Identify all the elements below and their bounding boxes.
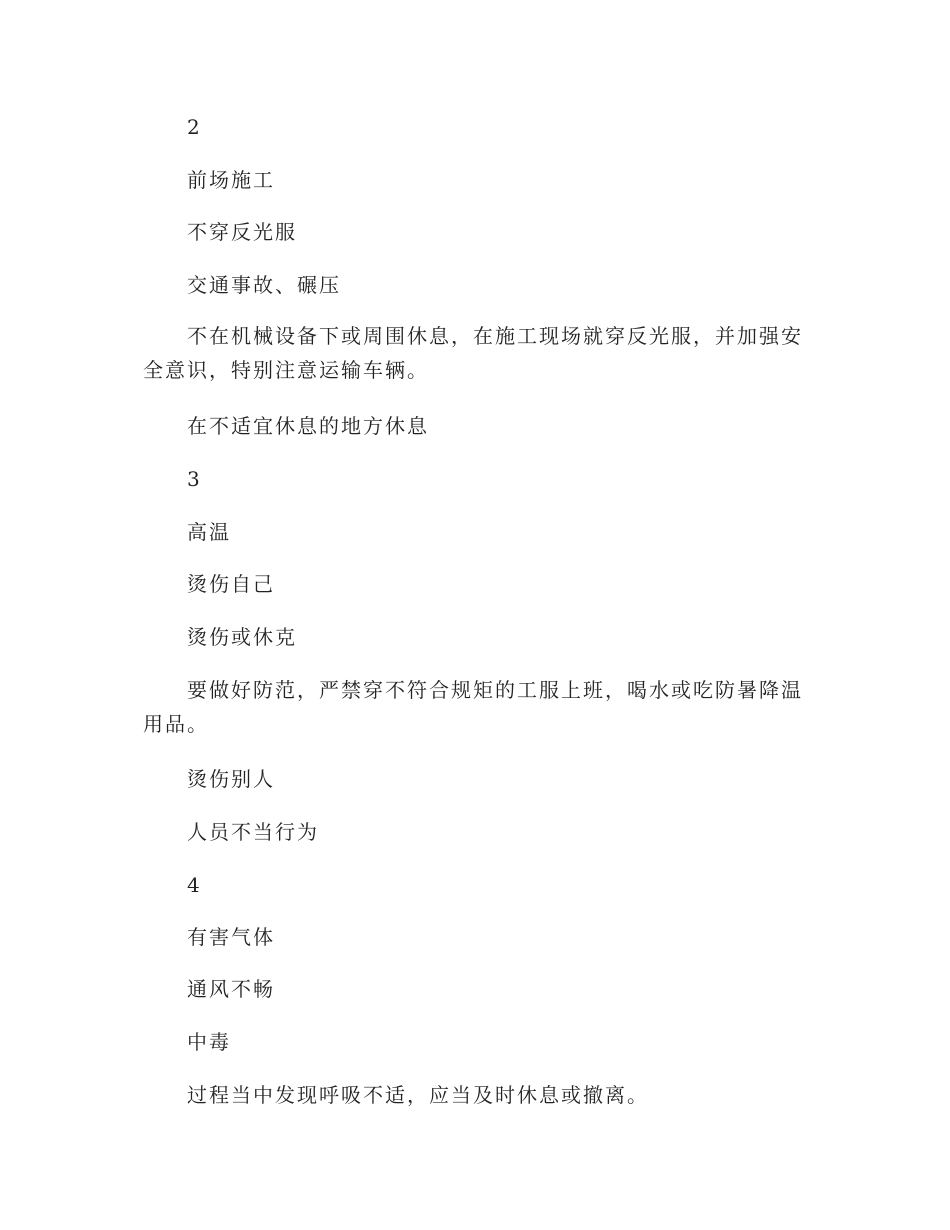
paragraph-hazard-consequence: 中毒 [187,1030,231,1054]
paragraph-item-number-3: 3 [187,467,202,491]
paragraph-hazard-consequence: 烫伤或休克 [187,625,297,649]
paragraph-hazard-cause: 烫伤自己 [187,572,275,596]
paragraph-hazard-cause: 烫伤别人 [187,767,275,791]
paragraph-item-number-2: 2 [187,115,202,139]
paragraph-control-measure: 要做好防范，严禁穿不符合规矩的工服上班，喝水或吃防暑降温用品。 [143,678,803,736]
paragraph-hazard-consequence: 交通事故、碾压 [187,273,341,297]
paragraph-hazard-cause: 人员不当行为 [187,820,319,844]
paragraph-control-measure: 不在机械设备下或周围休息，在施工现场就穿反光服，并加强安全意识，特别注意运输车辆。 [143,324,803,382]
paragraph-control-measure: 过程当中发现呼吸不适，应当及时休息或撤离。 [187,1083,649,1107]
paragraph-hazard-source: 有害气体 [187,925,275,949]
paragraph-hazard-source: 高温 [187,520,231,544]
paragraph-item-number-4: 4 [187,873,202,897]
paragraph-hazard-cause: 不穿反光服 [187,220,297,244]
paragraph-hazard-cause: 在不适宜休息的地方休息 [187,414,429,438]
paragraph-hazard-source: 前场施工 [187,168,275,192]
paragraph-hazard-cause: 通风不畅 [187,977,275,1001]
